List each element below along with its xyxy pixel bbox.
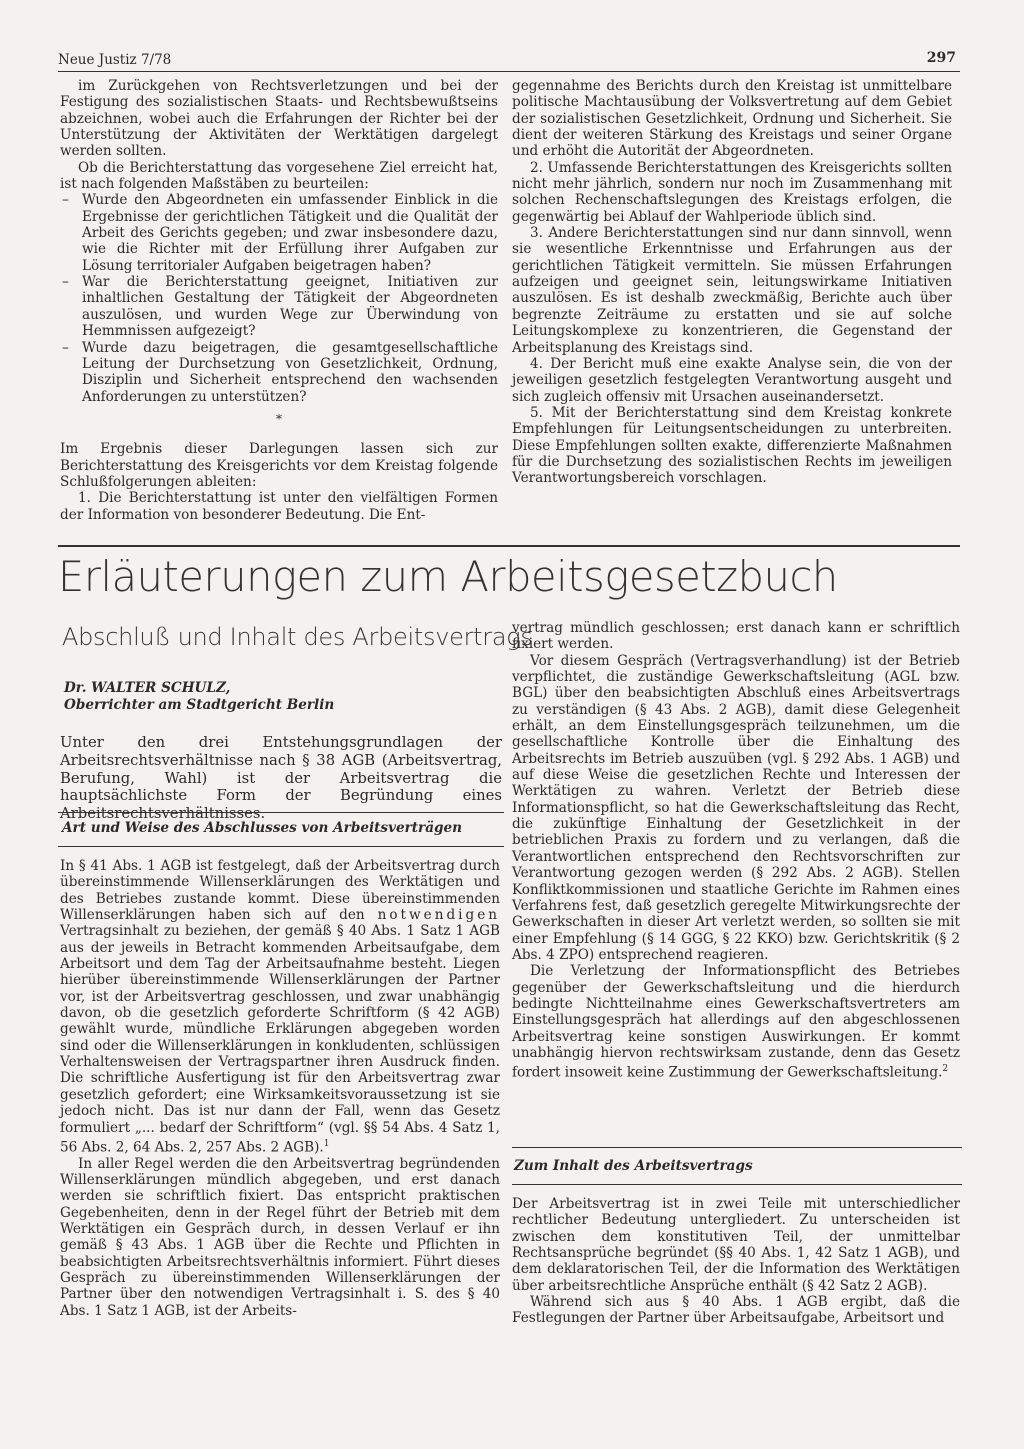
list-item <box>60 274 498 339</box>
article-right-column <box>512 620 960 1081</box>
section-separator-star: * <box>276 411 282 426</box>
paragraph: im Zurückgehen von Rechtsverletzungen und bei der Festigung des sozialistischen Staats- und Rechtsbewußtseins abzeichnen, wobei auch die Erfahrungen der Richter bei der Unterstützung der Aktivitäten der Werktätigen dargelegt werden sollten. <box>60 78 498 160</box>
section-heading: Zum Inhalt des Arbeitsvertrags <box>514 1158 753 1174</box>
paragraph: 5. Mit der Berichterstattung sind dem Kreistag konkrete Empfehlungen für Leitungsentscheidungen zu unterbreiten. Diese Empfehlungen sollten exakte, differenzierte Maßnahmen für die Durchsetzung des sozialistischen Rechts im jeweiligen Verantwortungsbereich vorschlagen. <box>512 404 952 487</box>
author-name: Dr. WALTER SCHULZ, <box>64 680 231 696</box>
paragraph <box>60 858 500 1156</box>
list-item-text: Wurde dazu beigetragen, die gesamtgesellschaftliche Leitung der Durchsetzung von Gesetzlichkeit, Ordnung, Disziplin und Sicherheit entsprechend den wachsenden Anforderungen zu unterstützen? <box>82 339 498 405</box>
paragraph: vertrag mündlich geschlossen; erst danach kann er schriftlich fixiert werden. <box>512 620 960 653</box>
section-rule <box>512 1184 962 1185</box>
paragraph: In aller Regel werden die den Arbeitsvertrag begründenden Willenserklärungen mündlich abgegeben, und erst danach werden sie schriftlich fixiert. Das entspricht praktischen Gegebenheiten, denn in der Regel führt der Betrieb mit dem Werktätigen ein Gespräch durch, in dessen Verlauf er ihn gemäß § 43 Abs. 1 AGB über die Rechte und Pflichten in beabsichtigten Arbeitsrechtsverhältnis informiert. Führt dieses Gespräch zu übereinstimmenden Willenserklärungen der Partner über den notwendigen Vertragsinhalt i. S. des § 40 Abs. 1 Satz 1 AGB, ist der Arbeits- <box>60 1155 500 1319</box>
list-item-text: War die Berichterstattung geeignet, Initiativen zur inhaltlichen Gestaltung der Tätigkeit der Abgeordneten auszulösen, und wurden Wege zur Überwindung von Hemmnissen aufgezeigt? <box>82 274 498 340</box>
paragraph: 1. Die Berichterstattung ist unter den vielfältigen Formen der Information von besonderer Bedeutung. Die Ent- <box>60 490 498 523</box>
header-rule <box>58 71 960 72</box>
section-rule <box>512 1147 962 1148</box>
dash-bullet: – <box>62 274 69 291</box>
author-block <box>64 680 334 714</box>
paragraph <box>512 963 960 1081</box>
paragraph: Vor diesem Gespräch (Vertragsverhandlung) ist der Betrieb verpflichtet, die zuständige Gewerkschaftsleitung (AGL bzw. BGL) über den beabsichtigten Abschluß eines Arbeitsvertrags zu verständigen (§ 43 Abs. 2 AGB), damit diese Gelegenheit erhält, an dem Einstellungsgespräch teilzunehmen, um die gesellschaftliche Kontrolle über die Einhaltung des Arbeitsrechts im Betrieb auszuüben (vgl. § 292 Abs. 1 AGB) und auf diese Weise die gesetzlichen Rechte und Interessen der Werktätigen zu wahren. Verletzt der Betrieb diese Informationspflicht, so hat die Gewerkschaftsleitung das Recht, die zukünftige Einhaltung der Gesetzlichkeit in der betrieblichen Praxis zu fordern und zu verlangen, daß die Verantwortlichen entsprechend den Rechtsvorschriften zur Verantwortung gezogen werden (§ 292 Abs. 2 AGB). Stellen Konfliktkommissionen und staatliche Gerichte im Rahmen eines Verfahrens fest, daß gesetzlich geregelte Mitwirkungsrechte der Gewerkschaften in dieser Art verletzt werden, so sollten sie mit einer Empfehlung (§ 14 GGG, § 22 KKO) bzw. Gerichtskritik (§ 2 Abs. 4 ZPO) entsprechend reagieren. <box>512 652 960 963</box>
author-role: Oberrichter am Stadtgericht Berlin <box>64 697 335 713</box>
paragraph: Der Arbeitsvertrag ist in zwei Teile mit unterschiedlicher rechtlicher Bedeutung untergliedert. Zu unterscheiden ist zwischen dem konstitutiven Teil, der unmittelbar Rechtsansprüche begründet (§§ 40 Abs. 1, 42 Satz 1 AGB), und dem deklaratorischen Teil, der die Information des Werktätigen über arbeitsrechtliche Ansprüche enthält (§ 42 Satz 2 AGB). <box>512 1196 960 1294</box>
article-title: Abschluß und Inhalt des Arbeitsvertrags <box>62 623 533 651</box>
top-right-column <box>512 78 952 487</box>
section-heading: Art und Weise des Abschlusses von Arbeitsverträgen <box>62 820 463 836</box>
section-rule <box>58 846 504 847</box>
dash-bullet: – <box>62 192 69 209</box>
page-number: 297 <box>926 50 956 66</box>
paragraph-text: Vertragsinhalt zu beziehen, der gemäß § 40 Abs. 1 Satz 1 AGB aus der jeweils in Betracht kommenden Arbeitsaufgabe, dem Arbeitsort und dem Tag der Arbeitsaufnahme besteht. Liegen hierüber übereinstimmende Willenserklärungen der Partner vor, ist der Arbeitsvertrag geschlossen, und zwar unabhängig davon, ob die gesetzlich geforderte Schriftform (§ 42 AGB) gewählt wurde, mündliche Erklärungen abgegeben worden sind oder die Willenserklärungen in konkludenten, schlüssigen Verhaltensweisen der Vertragspartner ihren Ausdruck finden. Die schriftliche Ausfertigung ist für den Arbeitsvertrag zwar gesetzlich gefordert; eine Wirksamkeitsvoraussetzung ist sie jedoch nicht. Das ist nur dann der Fall, wenn das Gesetz formuliert „... bedarf der Schriftform“ (vgl. §§ 54 Abs. 4 Satz 1, 56 Abs. 2, 64 Abs. 2, 257 Abs. 2 AGB). <box>60 923 500 1156</box>
list-item <box>60 340 498 405</box>
paragraph: 4. Der Bericht muß eine exakte Analyse sein, die von der jeweiligen gesetzlich festgelegten Verantwortung ausgeht und sich zugleich offensiv mit Ursachen auseinandersetzt. <box>512 355 952 405</box>
running-head: Neue Justiz 7/78 <box>58 52 172 68</box>
paragraph: 3. Andere Berichterstattungen sind nur dann sinnvoll, wenn sie wesentliche Erkenntnisse und Erfahrungen aus der gerichtlichen Tätigkeit vermitteln. Sie müssen Erfahrungen aufzeigen und geeignet sein, leitungswirkame Initiativen auszulösen. Es ist deshalb zweckmäßig, Berichte auch über begrenzte Zeiträume zu erstatten und sie auf solche Leitungskomplexe zu konzentrieren, die Gegenstand der Arbeitsplanung des Kreistags sind. <box>512 225 952 356</box>
paragraph: Während sich aus § 40 Abs. 1 AGB ergibt, daß die Festlegungen der Partner über Arbeitsaufgabe, Arbeitsort und <box>512 1294 960 1327</box>
list-item-text: Wurde den Abgeordneten ein umfassender Einblick in die Ergebnisse der gerichtlichen Tätigkeit und die Qualität der Arbeit des Gerichts gegeben; und zwar insbesondere dazu, wie die Richter mit der Erfüllung ihrer Aufgaben zur Lösung territorialer Aufgaben beigetragen haben? <box>82 192 498 274</box>
list-item <box>60 192 498 274</box>
article-top-rule <box>58 545 960 547</box>
article-right-column-lower <box>512 1196 960 1327</box>
top-left-column <box>60 78 498 523</box>
article-series-title: Erläuterungen zum Arbeitsgesetzbuch <box>58 552 838 601</box>
emphasized-word: notwendigen <box>377 907 500 924</box>
section-rule <box>58 812 504 813</box>
paragraph-text: Die Verletzung der Informationspflicht des Betriebes gegenüber der Gewerkschaftsleitung und die hierdurch bedingte Nichtteilnahme eines Gewerkschaftsvertreters am Einstellungsgespräch hat allerdings auf den abgeschlossenen Arbeitsvertrag keine sonstigen Auswirkungen. Er kommt unabhängig hiervon rechtswirksam zustande, denn das Gesetz fordert insoweit keine Zustimmung der Gewerkschaftsleitung. <box>512 963 960 1081</box>
paragraph: 2. Umfassende Berichterstattungen des Kreisgerichts sollten nicht mehr jährlich, sondern nur noch im Zusammenhang mit solchen Rechenschaftslegungen des Kreistags erfolgen, die gegenwärtig bei Ablauf der Wahlperiode üblich sind. <box>512 159 952 225</box>
paragraph: Im Ergebnis dieser Darlegungen lassen sich zur Berichterstattung des Kreisgerichts vor dem Kreistag folgende Schlußfolgerungen ableiten: <box>60 441 498 490</box>
paragraph-text: In § 41 Abs. 1 AGB ist festgelegt, daß der Arbeitsvertrag durch übereinstimmende Willenserklärungen des Werktätigen und des Betriebes zustande kommt. Diese übereinstimmenden Willenserklärungen haben sich auf den <box>60 858 500 924</box>
article-left-column <box>60 858 500 1319</box>
article-intro: Unter den drei Entstehungsgrundlagen der Arbeitsrechtsverhältnisse nach § 38 AGB (Arbeitsvertrag, Berufung, Wahl) ist der Arbeitsvertrag die hauptsächlichste Form der Begründung eines Arbeitsrechtsverhältnisses. <box>60 734 502 823</box>
paragraph: Ob die Berichterstattung das vorgesehene Ziel erreicht hat, ist nach folgenden Maßstäben zu beurteilen: <box>60 159 498 193</box>
footnote-marker: 2 <box>942 1064 949 1075</box>
footnote-marker: 1 <box>323 1138 330 1149</box>
paragraph: gegennahme des Berichts durch den Kreistag ist unmittelbare politische Machtausübung der Volksvertretung auf dem Gebiet der sozialistischen Gesetzlichkeit, Ordnung und Sicherheit. Sie dient der weiteren Stärkung des Kreistags und seiner Organe und erhöht die Autorität der Abgeordneten. <box>512 78 952 160</box>
dash-bullet: – <box>62 339 69 356</box>
